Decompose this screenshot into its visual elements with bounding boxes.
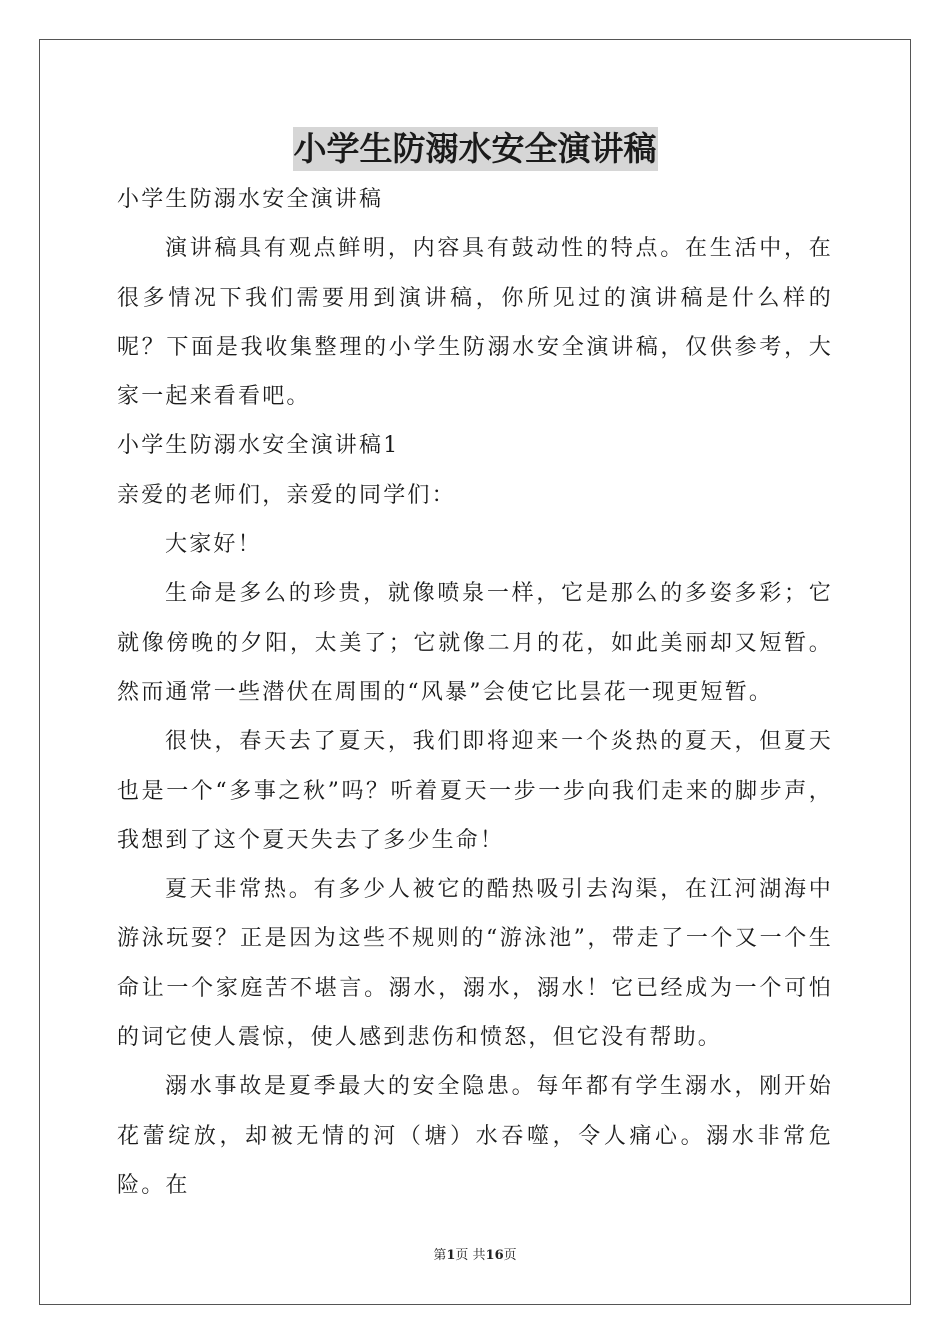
body-paragraph: 很快，春天去了夏天，我们即将迎来一个炎热的夏天，但夏天也是一个“多事之秋”吗？听着夏天一步一步向我们走来的脚步声，我想到了这个夏天失去了多少生命！ xyxy=(117,729,833,853)
current-page-number: 1 xyxy=(446,1248,456,1263)
greeting: 大家好！ xyxy=(165,532,262,558)
intro-paragraph: 演讲稿具有观点鲜明，内容具有鼓动性的特点。在生活中，在很多情况下我们需要用到演讲稿，你所见过的演讲稿是什么样的呢？下面是我收集整理的小学生防溺水安全演讲稿，仅供参考，大家一起来看看吧。 xyxy=(117,236,833,410)
footer-page-label: 页 xyxy=(455,1248,469,1263)
subtitle-line: 小学生防溺水安全演讲稿 xyxy=(117,187,384,212)
document-title: 小学生防溺水安全演讲稿 xyxy=(293,127,658,171)
page-footer xyxy=(0,1247,950,1265)
document-body xyxy=(117,175,833,1210)
section-heading: 小学生防溺水安全演讲稿1 xyxy=(117,433,400,459)
salutation: 亲爱的老师们，亲爱的同学们： xyxy=(117,482,456,508)
body-paragraph: 溺水事故是夏季最大的安全隐患。每年都有学生溺水，刚开始花蕾绽放，却被无情的河（塘）水吞噬，令人痛心。溺水非常危险。在 xyxy=(117,1074,833,1198)
total-pages-number: 16 xyxy=(485,1248,504,1263)
title-container xyxy=(0,127,950,171)
body-paragraph: 生命是多么的珍贵，就像喷泉一样，它是那么的多姿多彩；它就像傍晚的夕阳，太美了；它就像二月的花，如此美丽却又短暂。然而通常一些潜伏在周围的“风暴”会使它比昙花一现更短暂。 xyxy=(117,581,833,705)
footer-total-label: 页 xyxy=(503,1248,517,1263)
body-paragraph: 夏天非常热。有多少人被它的酷热吸引去沟渠，在江河湖海中游泳玩耍？正是因为这些不规则的“游泳池”，带走了一个又一个生命让一个家庭苦不堪言。溺水，溺水，溺水！它已经成为一个可怕的词它使人震惊，使人感到悲伤和愤怒，但它没有帮助。 xyxy=(117,877,833,1051)
footer-prefix: 第 xyxy=(433,1248,447,1263)
footer-separator: 共 xyxy=(468,1248,486,1263)
